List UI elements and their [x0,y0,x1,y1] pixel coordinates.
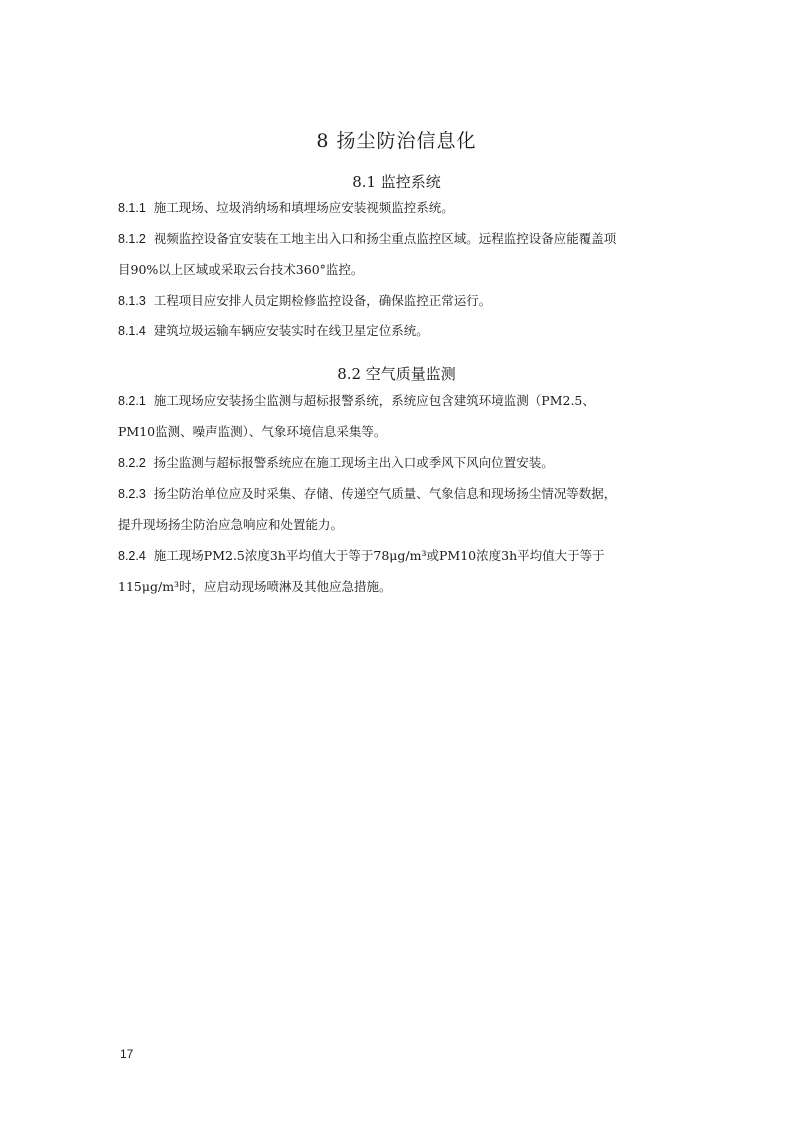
paragraph-text: 工程项目应安排人员定期检修监控设备，确保监控正常运行。 [153,293,492,308]
section-title-8-1: 8.1 监控系统 [352,173,441,191]
paragraph-text: 扬尘防治单位应及时采集、存储、传递空气质量、气象信息和现场扬尘情况等数据， [153,486,617,501]
paragraph-text: PM10监测、噪声监测）、气象环境信息采集等。 [118,424,387,439]
paragraph-8-1-2-continued [118,255,678,285]
paragraph-text: 施工现场、垃圾消纳场和填埋场应安装视频监控系统。 [153,200,454,215]
clause-number: 8.2.3 [118,487,146,501]
paragraph-text: 115μg/m³时，应启动现场喷淋及其他应急措施。 [118,579,392,594]
chapter-title: 8 扬尘防治信息化 [316,130,477,152]
clause-number: 8.1.1 [118,201,146,215]
paragraph-8-2-2 [118,448,678,478]
clause-number: 8.1.2 [118,232,146,246]
paragraph-8-1-3 [118,286,678,316]
paragraph-text: 施工现场应安装扬尘监测与超标报警系统，系统应包含建筑环境监测（PM2.5、 [153,393,595,408]
paragraph-text: 目90%以上区域或采取云台技术360°监控。 [118,262,364,277]
page-number: 17 [120,1047,134,1061]
clause-number: 8.1.3 [118,294,146,308]
paragraph-text: 视频监控设备宜安装在工地主出入口和扬尘重点监控区域。远程监控设备应能覆盖项 [153,231,617,246]
paragraph-text: 提升现场扬尘防治应急响应和处置能力。 [118,517,344,532]
paragraph-8-2-3 [118,479,678,509]
section-title-8-2: 8.2 空气质量监测 [337,365,456,383]
paragraph-8-2-1-continued [118,417,678,447]
paragraph-8-2-4-continued [118,572,678,602]
paragraph-8-2-4 [118,541,678,571]
paragraph-8-1-1 [118,193,678,223]
paragraph-8-2-1 [118,386,678,416]
paragraph-8-1-4 [118,316,678,346]
clause-number: 8.1.4 [118,324,146,338]
clause-number: 8.2.4 [118,549,146,563]
clause-number: 8.2.2 [118,456,146,470]
paragraph-text: 扬尘监测与超标报警系统应在施工现场主出入口或季风下风向位置安装。 [153,455,554,470]
paragraph-8-1-2 [118,224,678,254]
clause-number: 8.2.1 [118,394,146,408]
paragraph-text: 施工现场PM2.5浓度3h平均值大于等于78μg/m³或PM10浓度3h平均值大于等于 [153,548,605,563]
paragraph-8-2-3-continued [118,510,678,540]
paragraph-text: 建筑垃圾运输车辆应安装实时在线卫星定位系统。 [153,323,429,338]
